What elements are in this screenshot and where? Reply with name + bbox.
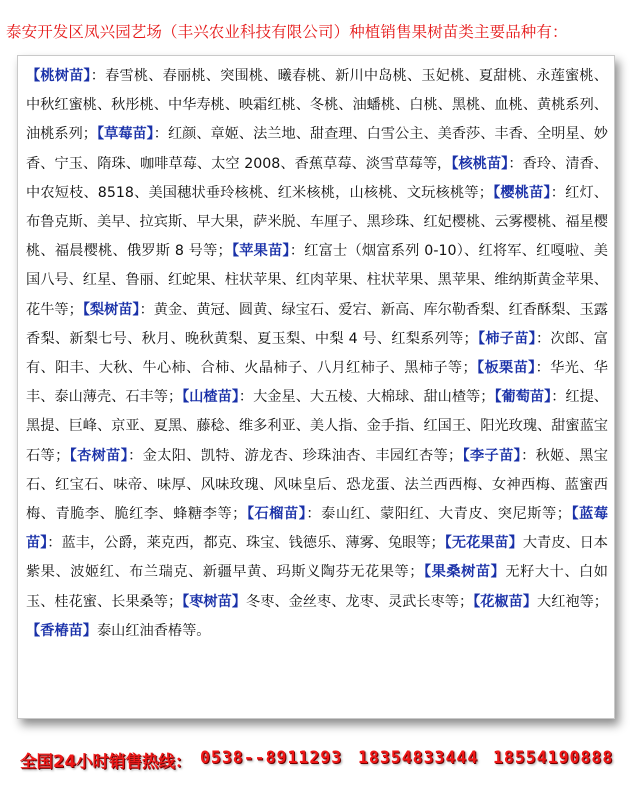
- category-text: ：华光、华丰、泰山薄壳、石丰等；: [26, 360, 608, 406]
- category-jujube: [182, 594, 473, 610]
- category-sichuan-pepper: [473, 594, 608, 610]
- variety-list-panel: [17, 55, 615, 719]
- category-text: ：红颜、章姬、法兰地、甜查理、白雪公主、美香莎、丰香、全明星、妙香、宁玉、隋珠、咖啡草莓、太空 2008、香蕉草莓、淡雪草莓等，: [26, 126, 608, 172]
- category-text: ：大金星、大五棱、大棉球、甜山楂等；: [238, 389, 495, 406]
- phone-mobile-2: 18554190888: [493, 748, 614, 767]
- category-label: 【樱桃苗】: [492, 184, 551, 201]
- category-text: ：秋姬、黑宝石、红宝石、味帝、味厚、风味玫瑰、风味皇后、恐龙蛋、法兰西西梅、女神西梅、蓝蜜西梅、青脆李、脆红李、蜂糖李等；: [26, 447, 608, 523]
- category-label: 【山楂苗】: [182, 389, 239, 406]
- category-label: 【李子苗】: [462, 447, 522, 464]
- category-text: ：红富士（烟富系列 0-10）、红将军、红嘎啦、美国八号、红星、鲁丽、红蛇果、柱状苹果、红肉苹果、柱状苹果、黑苹果、维纳斯黄金苹果、花牛等；: [26, 243, 608, 318]
- category-label: 【枣树苗】: [182, 593, 247, 610]
- category-label: 【杏树苗】: [69, 447, 129, 464]
- category-text: 泰山红油香椿等。: [96, 622, 211, 639]
- category-hawthorn: [182, 389, 494, 405]
- category-text: ：蓝丰，公爵，莱克西，都克、珠宝、钱德乐、薄雾、兔眼等；: [47, 535, 445, 552]
- category-text: ：次郎、富有、阳丰、大秋、牛心柿、合柿、火晶柿子、八月红柿子、黑柿子等；: [26, 330, 608, 377]
- category-label: 【石榴苗】: [246, 506, 307, 523]
- category-text: 大红袍等；: [537, 593, 608, 610]
- category-text: ：泰山红、蒙阳红、大青皮、突尼斯等；: [306, 506, 571, 523]
- category-label: 【核桃苗】: [451, 155, 509, 172]
- category-label: 【无花果苗】: [444, 535, 523, 552]
- phone-landline: 0538--8911293: [200, 748, 343, 767]
- category-label: 【梨树苗】: [82, 301, 140, 318]
- category-label: 【桃树苗】: [26, 68, 91, 84]
- category-label: 【香椿苗】: [26, 622, 97, 639]
- category-label: 【蓝莓苗】: [26, 506, 608, 552]
- category-text: ：黄金、黄冠、圆黄、绿宝石、爱宕、新高、库尔勒香梨、红香酥梨、玉露香梨、新梨七号、秋月、晚秋黄梨、夏玉梨、中梨 4 号、红梨系列等；: [26, 301, 608, 347]
- phone-mobile-1: 18354833444: [358, 748, 479, 767]
- category-label: 【板栗苗】: [476, 360, 536, 377]
- category-label: 【草莓苗】: [96, 126, 154, 143]
- hotline-label: 全国24小时销售热线：: [20, 752, 192, 771]
- variety-list: [26, 62, 608, 646]
- category-label: 【葡萄苗】: [494, 389, 552, 406]
- category-pomegranate: [246, 506, 571, 522]
- category-text: ：红提、黑提、巨峰、京亚、夏黑、藤稔、维多利亚、美人指、金手指、红国王、阳光玫瑰、甜蜜蓝宝石等；: [26, 389, 608, 464]
- category-toona: [26, 623, 210, 639]
- category-label: 【苹果苗】: [231, 243, 290, 260]
- category-text: ：红灯、布鲁克斯、美早、拉宾斯、早大果，萨米脱、车厘子、黑珍珠、红妃樱桃、云雾樱桃、福星樱桃、福晨樱桃、俄罗斯 8 号等；: [26, 184, 608, 260]
- category-label: 【花椒苗】: [473, 593, 538, 610]
- category-label: 【果桑树苗】: [423, 564, 506, 581]
- page-title: 泰安开发区凤兴园艺场（丰兴农业科技有限公司）种植销售果树苗类主要品种有：: [6, 23, 568, 41]
- category-text: ：香玲、清香、中农短枝、8518、美国穗状垂玲核桃、红米核桃，山核桃、文玩核桃等；: [26, 155, 608, 201]
- category-text: 大青皮、日本紫果、波姬红、布兰瑞克、新疆早黄、玛斯义陶芬无花果等；: [26, 535, 608, 581]
- category-text: 冬枣、金丝枣、龙枣、灵武长枣等；: [246, 593, 474, 610]
- category-apricot: [69, 448, 462, 464]
- category-text: ：春雪桃、春丽桃、突围桃、曦春桃、新川中岛桃、玉妃桃、夏甜桃、永莲蜜桃、中秋红蜜桃、秋彤桃、中华寿桃、映霜红桃、冬桃、油蟠桃、白桃、黑桃、血桃、黄桃系列、油桃系列；: [26, 68, 608, 143]
- category-text: 无籽大十、白如玉、桂花蜜、长果桑等；: [26, 564, 608, 610]
- category-text: ：金太阳、凯特、游龙杏、珍珠油杏、丰园红杏等；: [128, 447, 463, 464]
- category-label: 【柿子苗】: [477, 330, 536, 347]
